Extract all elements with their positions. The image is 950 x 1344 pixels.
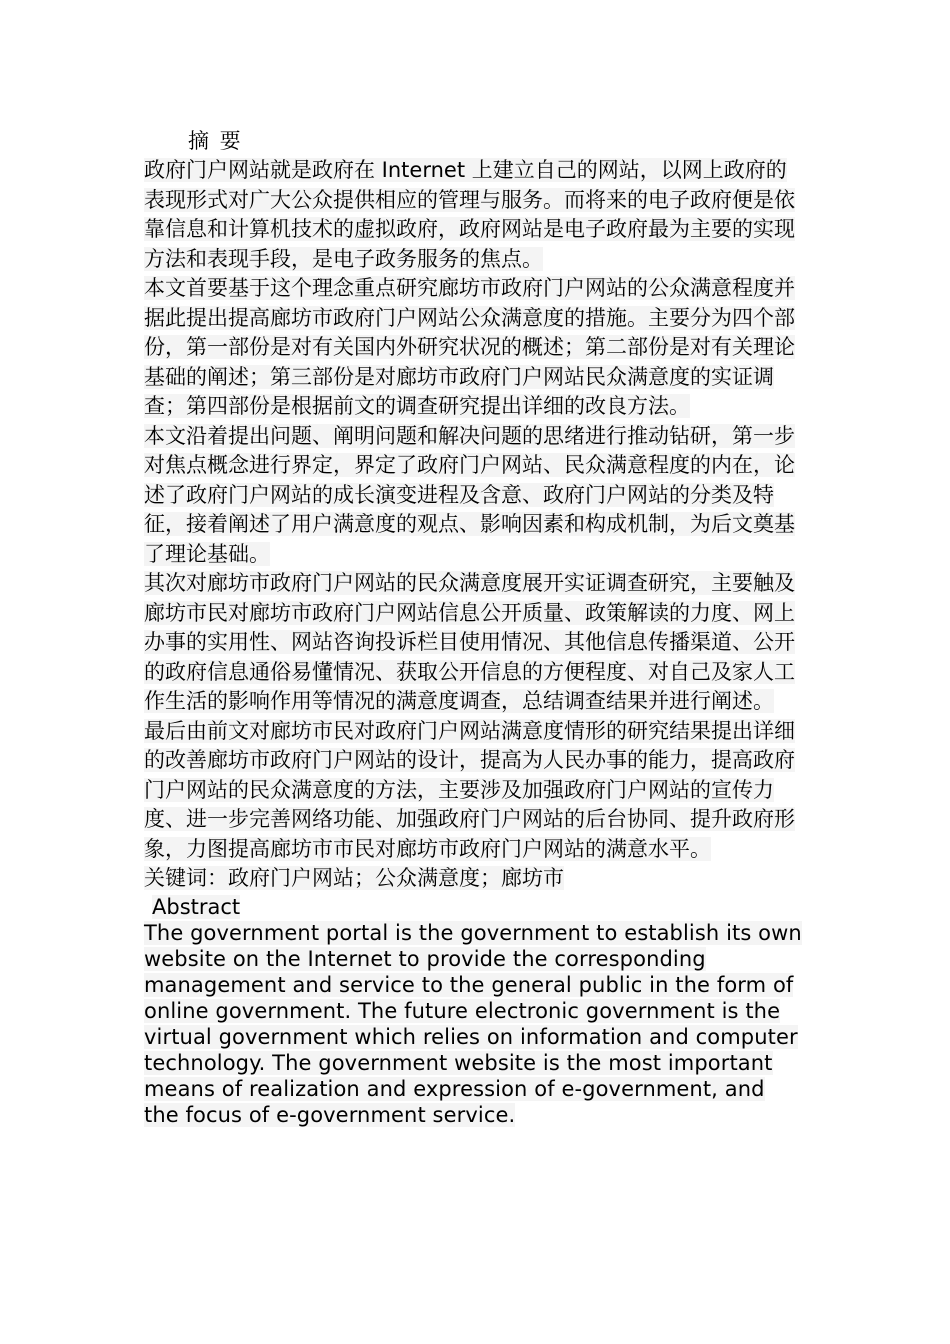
- abstract-heading-en: Abstract: [152, 894, 241, 919]
- keywords-line: 关键词：政府门户网站；公众满意度；廊坊市: [144, 866, 564, 890]
- abstract-paragraph-en: The government portal is the government to establish its own website on the Internet to provide the corresponding management and service to the general public in the form of online government. The future electronic government is the virtual government which relies on information and computer technology. The government website is the most important means of realization and expression of e-government, and the focus of e-government service.: [144, 920, 802, 1127]
- abstract-paragraph: 政府门户网站就是政府在 Internet 上建立自己的网站，以网上政府的表现形式对广大公众提供相应的管理与服务。而将来的电子政府便是依靠信息和计算机技术的虚拟政府，政府网站是电子政府最为主要的实现方法和表现手段，是电子政务服务的焦点。: [144, 158, 795, 271]
- abstract-paragraph: 其次对廊坊市政府门户网站的民众满意度展开实证调查研究，主要触及廊坊市民对廊坊市政府门户网站信息公开质量、政策解读的力度、网上办事的实用性、网站咨询投诉栏目使用情况、其他信息传播渠道、公开的政府信息通俗易懂情况、获取公开信息的方便程度、对自己及家人工作生活的影响作用等情况的满意度调查，总结调查结果并进行阐述。: [144, 571, 795, 713]
- abstract-paragraph: 最后由前文对廊坊市民对政府门户网站满意度情形的研究结果提出详细的改善廊坊市政府门户网站的设计，提高为人民办事的能力，提高政府门户网站的民众满意度的方法，主要涉及加强政府门户网站的宣传力度、进一步完善网络功能、加强政府门户网站的后台协同、提升政府形象，力图提高廊坊市市民对廊坊市政府门户网站的满意水平。: [144, 718, 795, 861]
- document-page: [144, 126, 806, 1128]
- abstract-paragraph: 本文首要基于这个理念重点研究廊坊市政府门户网站的公众满意程度并据此提出提高廊坊市政府门户网站公众满意度的措施。主要分为四个部份，第一部份是对有关国内外研究状况的概述；第二部份是对有关理论基础的阐述；第三部份是对廊坊市政府门户网站民众满意度的实证调查；第四部份是根据前文的调查研究提出详细的改良方法。: [144, 276, 795, 418]
- abstract-paragraph: 本文沿着提出问题、阐明问题和解决问题的思绪进行推动钻研，第一步对焦点概念进行界定，界定了政府门户网站、民众满意程度的内在，论述了政府门户网站的成长演变进程及含意、政府门户网站的分类及特征，接着阐述了用户满意度的观点、影响因素和构成机制，为后文奠基了理论基础。: [144, 423, 795, 566]
- abstract-heading-cn: 摘 要: [188, 129, 243, 153]
